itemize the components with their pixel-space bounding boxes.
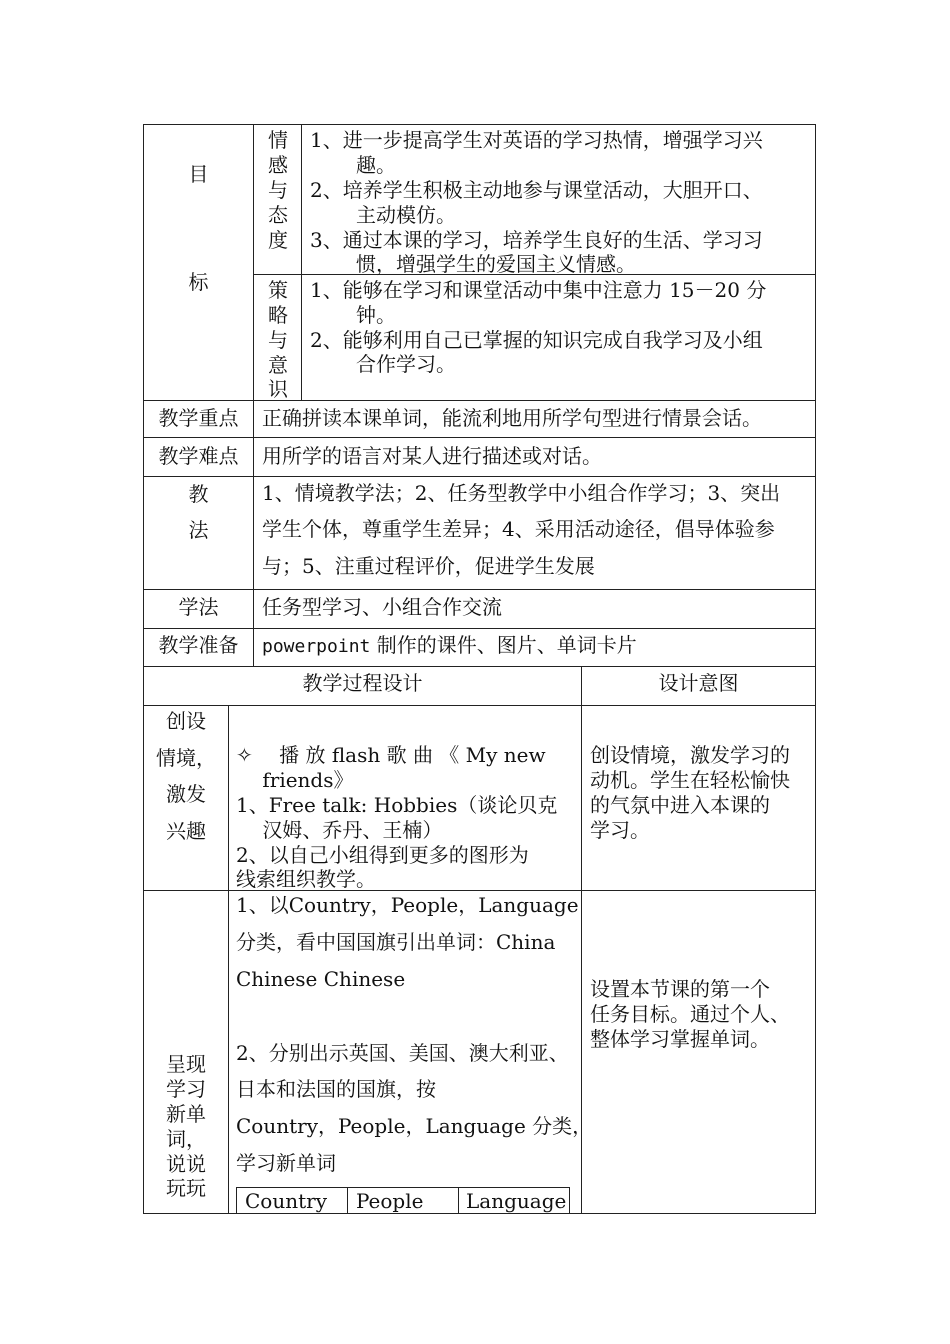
method-line: 1、情境教学法；2、任务型教学中小组合作学习；3、突出 (262, 481, 781, 505)
warmup-content-line: ✧ 播 放 flash 歌 曲 《 My new (236, 743, 546, 767)
strategy-label-char: 意 (268, 353, 288, 377)
present-label-line: 学习 (166, 1077, 206, 1101)
process-header-right: 设计意图 (658, 671, 739, 695)
learning-label: 学法 (178, 595, 219, 619)
strategy-label-char: 策 (268, 278, 288, 302)
prep-text-rest: 制作的课件、图片、单词卡片 (370, 633, 637, 657)
warmup-intent-line: 学习。 (590, 818, 650, 842)
strategy-label-char: 识 (268, 377, 288, 401)
affect-item-line: 3、通过本课的学习，培养学生良好的生活、学习习 (310, 228, 763, 252)
vocab-header: Country (245, 1189, 328, 1213)
present-intent-line: 任务目标。通过个人、 (590, 1002, 790, 1026)
prep-text-code: powerpoint (262, 636, 371, 657)
method-label-char: 法 (188, 518, 209, 542)
warmup-intent-line: 的气氛中进入本课的 (590, 793, 770, 817)
affect-label-char: 感 (268, 153, 288, 177)
warmup-label-line: 激发 (166, 782, 206, 806)
strategy-label-char: 与 (268, 328, 288, 352)
affect-item-line: 趣。 (356, 153, 396, 177)
affect-item-line: 2、培养学生积极主动地参与课堂活动，大胆开口、 (310, 178, 763, 202)
present-content-line: 学习新单词 (236, 1151, 336, 1175)
prep-label: 教学准备 (158, 633, 239, 657)
method-label-char: 教 (188, 482, 209, 506)
warmup-content-line: 2、以自己小组得到更多的图形为 (236, 843, 529, 867)
present-intent-cell (581, 890, 816, 1214)
key-points-label: 教学重点 (158, 406, 239, 430)
present-content-line: 分类，看中国国旗引出单词：China (236, 930, 556, 954)
present-label-line: 词， (166, 1127, 206, 1151)
affect-label-char: 与 (268, 178, 288, 202)
present-content-line: Country，People，Language 分类， (236, 1114, 593, 1138)
present-label-line: 新单 (166, 1102, 206, 1126)
present-content-line: 日本和法国的国旗，按 (236, 1077, 436, 1101)
strategy-item-line: 钟。 (356, 303, 396, 327)
affect-label-char: 度 (268, 228, 288, 252)
present-content-line: 1、以Country，People，Language (236, 893, 579, 917)
present-label-line: 玩玩 (166, 1176, 206, 1200)
strategy-item-line: 2、能够利用自己已掌握的知识完成自我学习及小组 (310, 328, 763, 352)
learning-text: 任务型学习、小组合作交流 (262, 595, 502, 619)
affect-item-line: 1、进一步提高学生对英语的学习热情，增强学习兴 (310, 128, 763, 152)
goals-label-top: 目 (188, 162, 209, 186)
strategy-item-line: 1、能够在学习和课堂活动中集中注意力 15－20 分 (310, 278, 767, 302)
present-content-line: Chinese Chinese (236, 967, 406, 991)
strategy-item-line: 合作学习。 (356, 352, 456, 376)
warmup-label-line: 情境， (156, 746, 216, 770)
difficulties-text: 用所学的语言对某人进行描述或对话。 (262, 444, 602, 468)
method-line: 学生个体，尊重学生差异；4、采用活动途径，倡导体验参 (262, 517, 775, 541)
vocab-header: People (356, 1189, 424, 1213)
warmup-content-line: 线索组织教学。 (236, 867, 376, 891)
warmup-content-line: 1、Free talk: Hobbies（谈论贝克 (236, 793, 558, 817)
warmup-label-line: 兴趣 (166, 819, 206, 843)
method-line: 与；5、注重过程评价，促进学生发展 (262, 554, 595, 578)
warmup-content-line: 汉姆、乔丹、王楠） (236, 818, 443, 842)
affect-item-line: 惯，增强学生的爱国主义情感。 (356, 252, 636, 276)
vocab-header: Language (466, 1189, 567, 1213)
key-points-text: 正确拼读本课单词，能流利地用所学句型进行情景会话。 (262, 406, 762, 430)
present-intent-line: 整体学习掌握单词。 (590, 1027, 770, 1051)
strategy-label-char: 略 (268, 303, 288, 327)
warmup-content-line: friends》 (236, 768, 354, 792)
present-content-line: 2、分别出示英国、美国、澳大利亚、 (236, 1041, 569, 1065)
affect-label-char: 态 (268, 203, 288, 227)
prep-text (262, 633, 637, 659)
difficulties-label: 教学难点 (158, 444, 239, 468)
warmup-label-line: 创设 (166, 709, 206, 733)
process-header-left: 教学过程设计 (302, 671, 423, 695)
affect-label-char: 情 (268, 128, 288, 152)
warmup-intent-line: 动机。学生在轻松愉快 (590, 768, 790, 792)
present-label-line: 呈现 (166, 1052, 206, 1076)
warmup-intent-line: 创设情境，激发学习的 (590, 743, 790, 767)
present-intent-line: 设置本节课的第一个 (590, 977, 770, 1001)
affect-item-line: 主动模仿。 (356, 203, 456, 227)
goals-label-bottom: 标 (188, 270, 209, 294)
present-label-line: 说说 (166, 1152, 206, 1176)
